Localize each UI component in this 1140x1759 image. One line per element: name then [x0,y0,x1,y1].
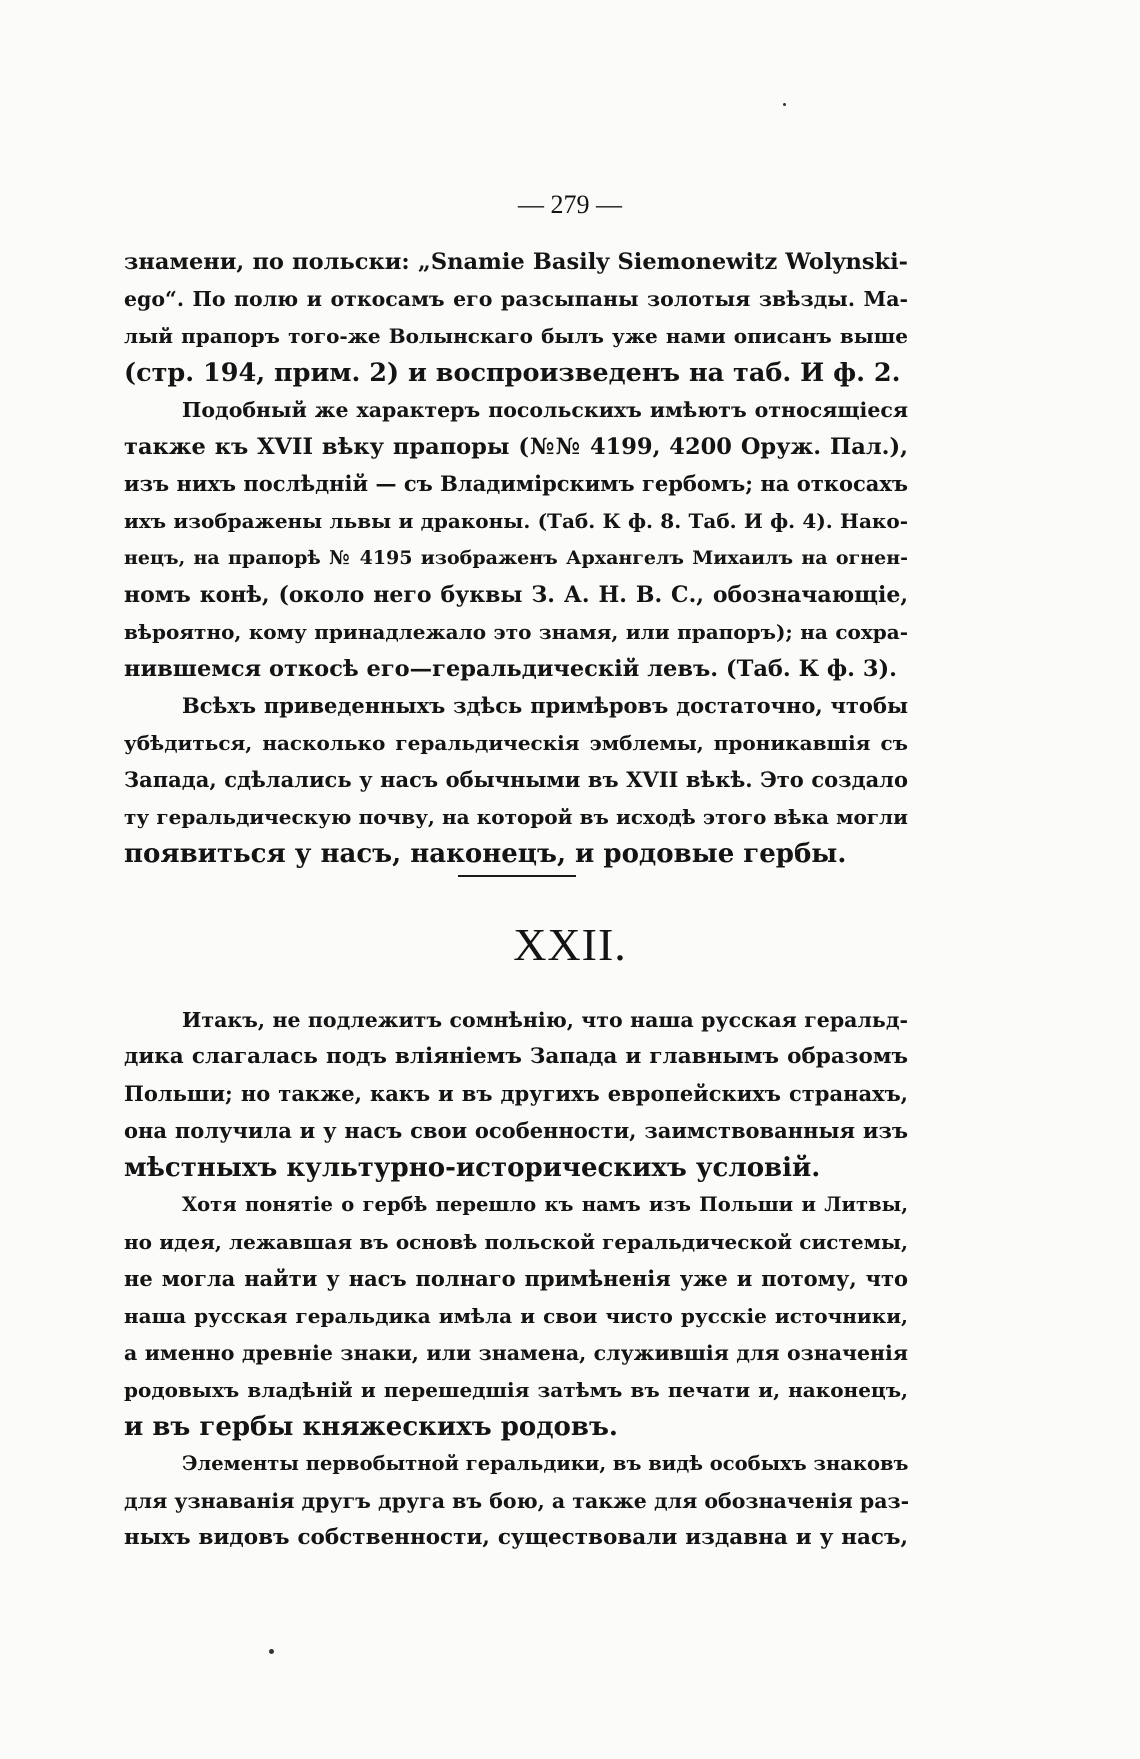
scan-speck [269,1649,274,1654]
text-line: также къ XVII вѣку прапоры (№№ 4199, 4200 Оруж. Пал.), [124,434,908,460]
text-line: нецъ, на прапорѣ № 4195 изображенъ Архангелъ Михаилъ на огнен- [124,547,908,569]
text-line: Запада, сдѣлались у насъ обычными въ XVII вѣкѣ. Это создало [124,767,908,792]
scan-speck [783,103,786,106]
text-line: Хотя понятіе о гербѣ перешло къ намъ изъ Польши и Литвы, [182,1193,908,1216]
text-line: наша русская геральдика имѣла и свои чисто русскіе источники, [124,1304,908,1328]
text-line: ego“. По полю и откосамъ его разсыпаны золотыя звѣзды. Ма- [124,287,908,311]
text-line: Польши; но также, какъ и въ другихъ европейскихъ странахъ, [124,1081,908,1106]
text-line: дика слагалась подъ вліяніемъ Запада и главнымъ образомъ [124,1044,908,1069]
text-line: Всѣхъ приведенныхъ здѣсь примѣровъ достаточно, чтобы [182,693,908,718]
text-line: вѣроятно, кому принадлежало это знамя, или прапоръ); на сохра- [124,620,908,644]
text-line: ныхъ видовъ собственности, существовали издавна и у насъ, [124,1525,908,1550]
section-divider [458,875,576,877]
text-line: но идея, лежавшая въ основѣ польской геральдической системы, [124,1230,908,1254]
text-line: лый прапоръ того-же Волынскаго былъ уже нами описанъ выше [124,324,908,348]
text-line: нившемся откосѣ его—геральдическій левъ. (Таб. К ф. 3). [124,656,897,682]
text-line: Итакъ, не подлежитъ сомнѣнію, что наша русская геральд- [182,1008,908,1032]
text-line: появиться у насъ, наконецъ, и родовые гербы. [124,839,847,869]
text-line: а именно древніе знаки, или знамена, служившія для означенія [124,1341,908,1365]
text-line: она получила и у насъ свои особенности, заимствованныя изъ [124,1118,908,1143]
page-number: — 279 — [518,190,622,219]
text-line: ту геральдическую почву, на которой въ исходѣ этого вѣка могли [124,805,908,829]
text-line: и въ гербы княжескихъ родовъ. [124,1412,618,1442]
text-line: мѣстныхъ культурно-историческихъ условій. [124,1153,821,1183]
text-line: Элементы первобытной геральдики, въ видѣ особыхъ знаковъ [182,1452,909,1475]
text-line: номъ конѣ, (около него буквы З. А. Н. В. С., обозначающіе, [124,582,908,608]
text-line: (стр. 194, прим. 2) и воспроизведенъ на таб. И ф. 2. [124,358,901,388]
text-line: убѣдиться, насколько геральдическія эмблемы, проникавшія съ [124,731,908,755]
text-line: для узнаванія другъ друга въ бою, а также для обозначенія раз- [124,1489,910,1513]
text-line: ихъ изображены львы и драконы. (Таб. К ф. 8. Таб. И ф. 4). Нако- [124,509,908,533]
section-heading: XXII. [513,919,627,970]
text-line: знамени, по польски: „Snamie Basily Siemonewitz Wolynski- [124,249,908,275]
text-line: изъ нихъ послѣдній — съ Владимірскимъ гербомъ; на откосахъ [124,471,908,496]
text-line: родовыхъ владѣній и перешедшія затѣмъ въ печати и, наконецъ, [124,1378,908,1402]
text-line: Подобный же характеръ посольскихъ имѣютъ относящіеся [182,398,908,422]
text-line: не могла найти у насъ полнаго примѣненія уже и потому, что [124,1266,908,1291]
